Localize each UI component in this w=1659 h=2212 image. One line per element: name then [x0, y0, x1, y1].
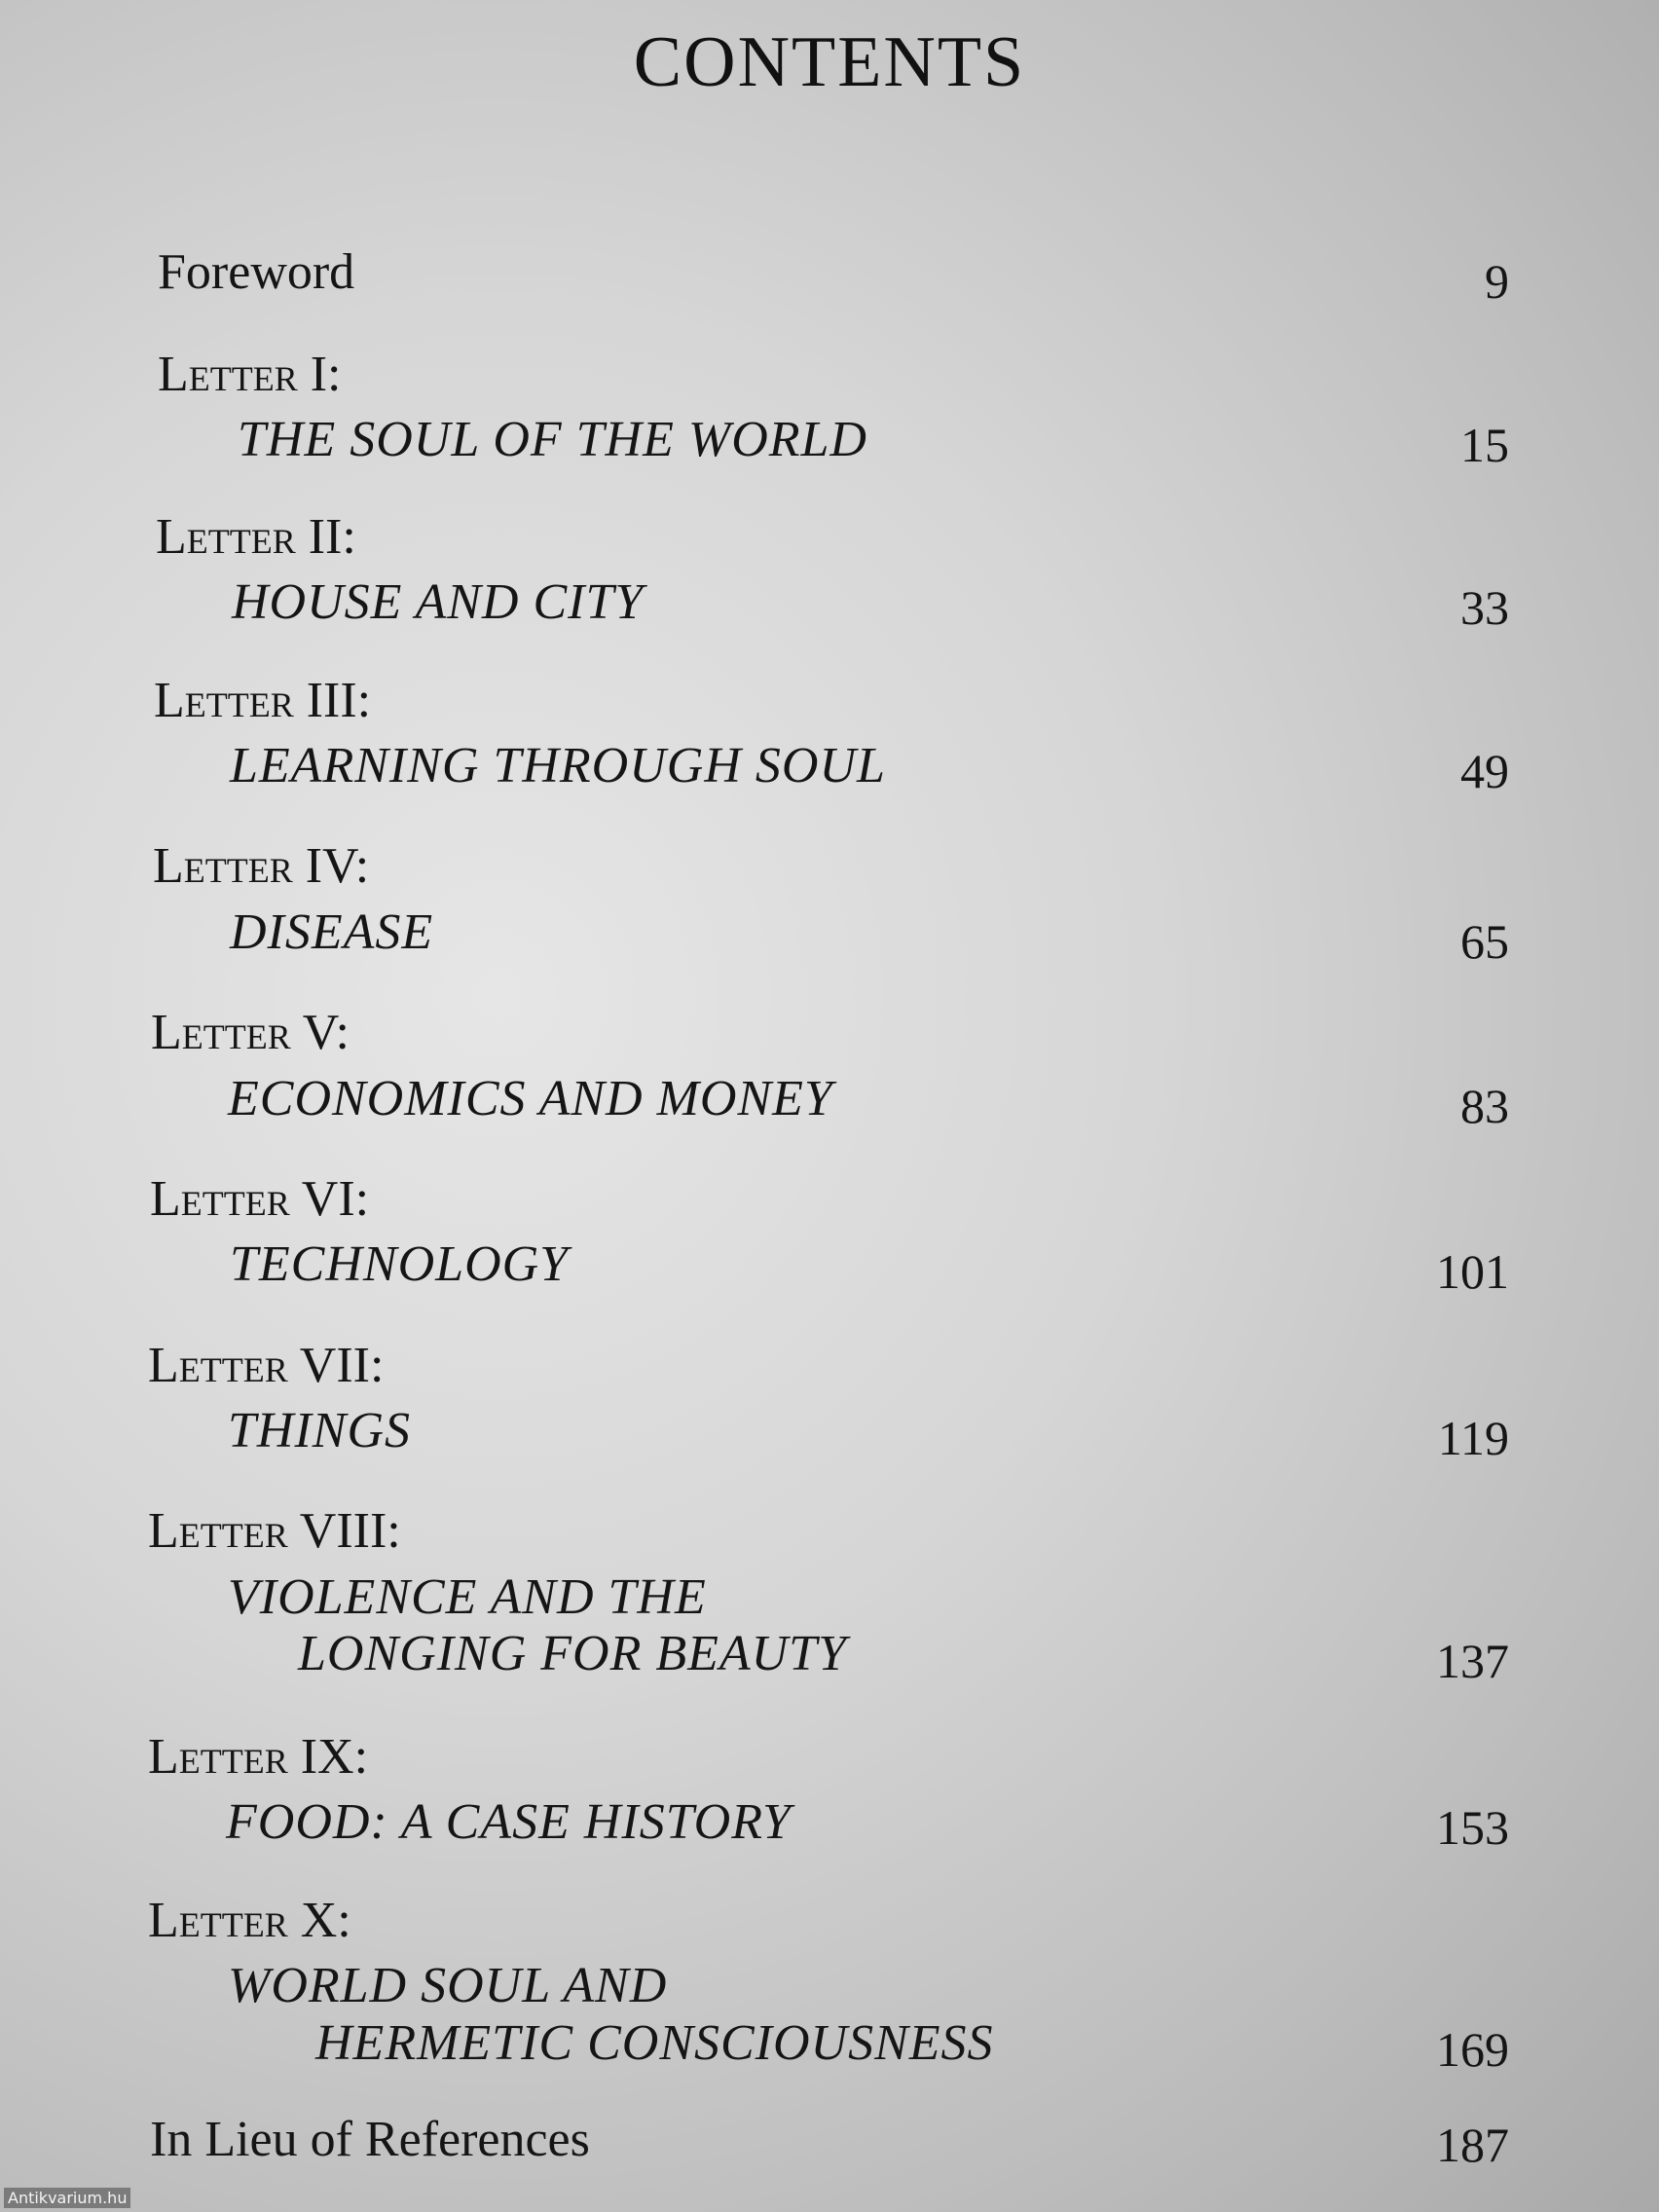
toc-page-number: 49 — [1460, 744, 1509, 798]
page-title: CONTENTS — [633, 22, 1026, 102]
watermark: Antikvarium.hu — [4, 2188, 130, 2208]
toc-page-number: 153 — [1436, 1800, 1509, 1855]
toc-entry-label: Letter I: — [158, 347, 342, 402]
toc-chapter-title: ECONOMICS AND MONEY — [228, 1071, 833, 1126]
toc-chapter-title: FOOD: A CASE HISTORY — [226, 1794, 792, 1850]
toc-page-number: 137 — [1436, 1634, 1509, 1688]
toc-entry-label: Letter V: — [151, 1005, 350, 1060]
toc-entry-label: Foreword — [158, 244, 355, 300]
toc-entry-label: Letter IX: — [148, 1729, 369, 1785]
toc-page-number: 119 — [1437, 1411, 1509, 1465]
toc-entry-label: Letter VI: — [150, 1171, 370, 1227]
toc-page-number: 15 — [1460, 418, 1509, 472]
toc-entry-label: Letter III: — [154, 673, 372, 728]
toc-chapter-title-continued: LONGING FOR BEAUTY — [298, 1626, 848, 1681]
toc-chapter-title: VIOLENCE AND THE — [228, 1569, 707, 1625]
toc-page-number: 9 — [1485, 254, 1509, 309]
toc-page-number: 83 — [1460, 1079, 1509, 1133]
toc-chapter-title: LEARNING THROUGH SOUL — [230, 738, 886, 793]
toc-page-number: 65 — [1460, 914, 1509, 969]
toc-entry-label: Letter VIII: — [148, 1503, 401, 1559]
toc-chapter-title: DISEASE — [230, 904, 434, 960]
toc-chapter-title: HOUSE AND CITY — [232, 574, 645, 630]
toc-entry-label: Letter X: — [148, 1893, 351, 1948]
toc-page-number: 187 — [1436, 2118, 1509, 2172]
toc-entry-label: Letter VII: — [148, 1338, 385, 1393]
toc-chapter-title: THINGS — [228, 1403, 412, 1458]
toc-chapter-title: THE SOUL OF THE WORLD — [238, 412, 867, 467]
toc-page-number: 33 — [1460, 580, 1509, 635]
toc-page-number: 169 — [1436, 2022, 1509, 2077]
toc-chapter-title-continued: HERMETIC CONSCIOUSNESS — [315, 2015, 994, 2071]
toc-entry-label: Letter IV: — [153, 838, 370, 894]
toc-chapter-title: TECHNOLOGY — [230, 1236, 570, 1292]
toc-chapter-title: WORLD SOUL AND — [228, 1958, 668, 2013]
toc-entry-label: Letter II: — [156, 509, 356, 565]
toc-page-number: 101 — [1436, 1244, 1509, 1299]
toc-entry-label: In Lieu of References — [150, 2112, 590, 2167]
